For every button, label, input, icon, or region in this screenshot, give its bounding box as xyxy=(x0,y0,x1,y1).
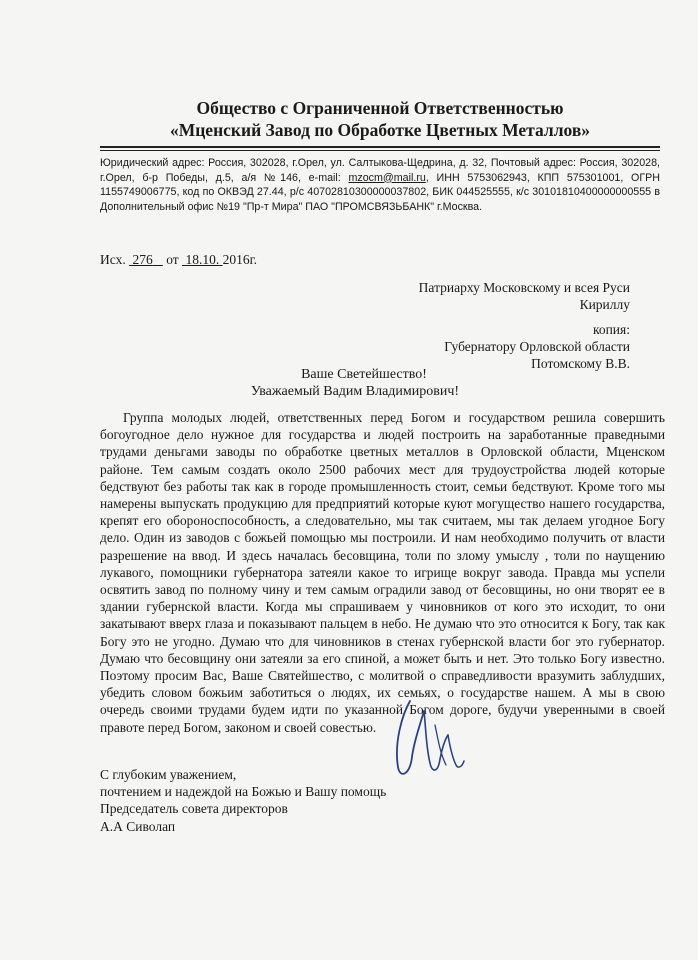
addressee xyxy=(419,279,630,313)
outgoing-number-value: 276 xyxy=(132,252,153,267)
closing-hope: почтением и надеждой на Божью и Вашу помощь xyxy=(100,784,387,800)
signatory-name: А.А Сиволап xyxy=(100,818,176,834)
closing-block xyxy=(100,766,386,835)
addressee-title: Патриарху Московскому и всея Руси xyxy=(418,280,630,295)
copy-label: копия: xyxy=(592,322,630,337)
copy-name: Потомскому В.В. xyxy=(531,356,630,371)
outgoing-prefix: Исх. xyxy=(100,252,126,267)
greeting xyxy=(0,366,698,400)
company-type: Общество с Ограниченной Ответственностью xyxy=(196,98,564,118)
copy-recipient xyxy=(444,321,630,372)
greeting-governor: Уважаемый Вадим Владимирович! xyxy=(250,384,460,399)
details-address: Юридический адрес: Россия, 302028, г.Орел, ул. Салтыкова-Щедрина, д. 32, Почтовый адрес: Россия, 302028, г.Орел, б-р Победы, д.5, а/я №146, e-mail: xyxy=(100,157,660,184)
copy-title: Губернатору Орловской области xyxy=(444,339,630,354)
outgoing-date: 18.10. xyxy=(185,252,220,267)
letterhead xyxy=(100,97,660,141)
outgoing-year: 2016г. xyxy=(222,252,257,267)
letterhead-rule-top xyxy=(100,146,660,148)
outgoing-from: от xyxy=(166,252,179,267)
greeting-patriarch: Ваше Светейшество! xyxy=(301,367,427,382)
signature-image xyxy=(380,695,470,785)
company-name: «Мценский Завод по Обработке Цветных Металлов» xyxy=(169,120,591,140)
details-email: mzocm@mail.ru xyxy=(348,171,426,184)
outgoing-number xyxy=(100,252,257,268)
signatory-position: Председатель совета директоров xyxy=(100,801,288,817)
company-details xyxy=(100,156,660,214)
letterhead-rule-bottom xyxy=(100,150,660,151)
addressee-name: Кириллу xyxy=(579,297,630,312)
letter-body: Группа молодых людей, ответственных перед Богом и государством решила совершить богоугодное дело нужное для государства и людей построить на заработанные праведными трудами деньгами заводы по обработке цветных металлов в Орловской области, Мценском районе. Тем самым создать около 2500 рабочих мест для трудоустройства людей которые бедствуют без работы так как в городе промышленность стоит, семьи бедствуют. Кроме того мы намерены выпускать продукцию для предприятий которые куют могущество нашего государства, крепят его обороноспособность, а следовательно, мы так считаем, мы так делаем угодное Богу дело. Один из заводов с божьей помощью мы построили. И нам необходимо получить от власти разрешение на ввод. И здесь началась бесовщина, толи по злому умыслу , толи по наущению лукавого, помощники губернатора затеяли какое то игрище вокруг завода. Правда мы успели освятить завод по полному чину и тем самым оградили завод от бесовщины, но они творят ее в здании губернской власти. Когда мы спрашиваем у чиновников от кого это исходит, то они закатывают вверх глаза и показывают пальцем в небо. Не думаю что это относится к Богу, так как Богу это не угодно. Думаю что для чиновников в стенах губернской власти бог это губернатор. Думаю что бесовщину они затеяли за его спиной, а может быть и нет. Это только Богу известно. Поэтому просим Вас, Ваше Святейшество, с молитвой о справедливости вразумить заблудших, убедить словом божьим заботиться о людях, их семьях, о государстве нашем. А мы в свою очередь своими трудами будем идти по указанной Богом дороге, будучи уверенными в своей правоте перед Богом, законом и своей совестью. xyxy=(100,410,665,735)
details-requisites: , ИНН 5753062943, КПП 575301001, ОГРН 1155749006775, код по ОКВЭД 27.44, р/с 40702810300000037802, БИК 044525555, к/с 30101810400000000555 в Дополнительный офис №19 "Пр-т Мира" ПАО "ПРОМСВЯЗЬБАНК" г.Москва. xyxy=(100,171,660,213)
closing-regards: С глубоким уважением, xyxy=(100,767,237,782)
